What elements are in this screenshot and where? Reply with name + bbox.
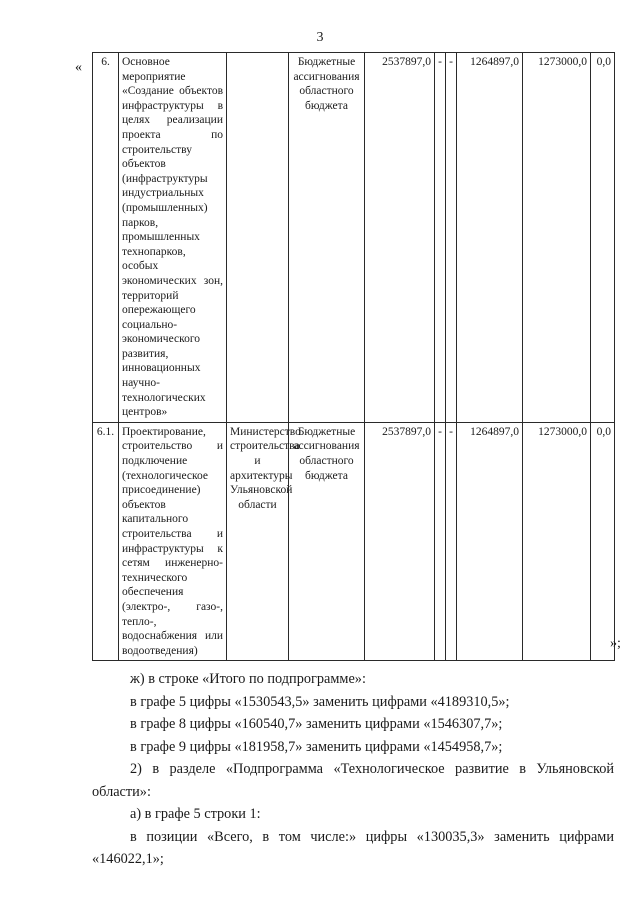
budget-table xyxy=(92,52,615,661)
paragraph: а) в графе 5 строки 1: xyxy=(130,806,261,822)
row-funding-source: Бюджетные ассигнования областного бюджета xyxy=(289,53,365,423)
row-number: 6.1. xyxy=(93,422,119,661)
row-year-4: 1273000,0 xyxy=(523,53,591,423)
row-year-3: 1264897,0 xyxy=(457,53,523,423)
row-year-1: - xyxy=(435,53,446,423)
amendment-text xyxy=(92,668,614,871)
page-number: 3 xyxy=(316,30,324,45)
paragraph: 2) в разделе «Подпрограмма «Технологическое развитие в Ульяновской области»: xyxy=(92,761,614,800)
paragraph: в графе 8 цифры «160540,7» заменить цифрами «1546307,7»; xyxy=(130,716,503,732)
row-description: Проектирование, строительство и подключение (технологическое присоединение) объектов капитального строительства и инфраструктуры к сетям инженерно-технического обеспечения (электро-, газо-, тепло-, водоснабжения или водоотведения) xyxy=(119,422,227,661)
row-executor xyxy=(227,53,289,423)
row-total: 2537897,0 xyxy=(365,422,435,661)
table-row xyxy=(93,53,615,423)
table-row xyxy=(93,422,615,661)
row-year-2: - xyxy=(446,53,457,423)
row-year-2: - xyxy=(446,422,457,661)
row-description: Основное мероприятие «Создание объектов инфраструктуры в целях реализации проекта по строительству объектов (инфраструктуры индустриальных (промышленных) парков, промышленных технопарков, особых экономических зон, территорий опережающего социально-экономического развития, инновационных научно-технологических центров» xyxy=(119,53,227,423)
closing-quote: »; xyxy=(610,636,621,651)
paragraph: в графе 5 цифры «1530543,5» заменить цифрами «4189310,5»; xyxy=(130,693,510,710)
paragraph: в графе 9 цифры «181958,7» заменить цифрами «1454958,7»; xyxy=(130,738,503,755)
row-year-3: 1264897,0 xyxy=(457,422,523,661)
row-year-5: 0,0 xyxy=(591,422,615,661)
opening-quote: « xyxy=(75,60,82,75)
paragraph: ж) в строке «Итого по подпрограмме»: xyxy=(130,671,366,687)
row-year-1: - xyxy=(435,422,446,661)
row-year-4: 1273000,0 xyxy=(523,422,591,661)
row-total: 2537897,0 xyxy=(365,53,435,423)
paragraph: в позиции «Всего, в том числе:» цифры «130035,3» заменить цифрами «146022,1»; xyxy=(92,828,614,867)
row-year-5: 0,0 xyxy=(591,53,615,423)
row-funding-source: Бюджетные ассигнования областного бюджета xyxy=(289,422,365,661)
row-number: 6. xyxy=(93,53,119,423)
row-executor: Министерство строительства и архитектуры Ульяновской области xyxy=(227,422,289,661)
